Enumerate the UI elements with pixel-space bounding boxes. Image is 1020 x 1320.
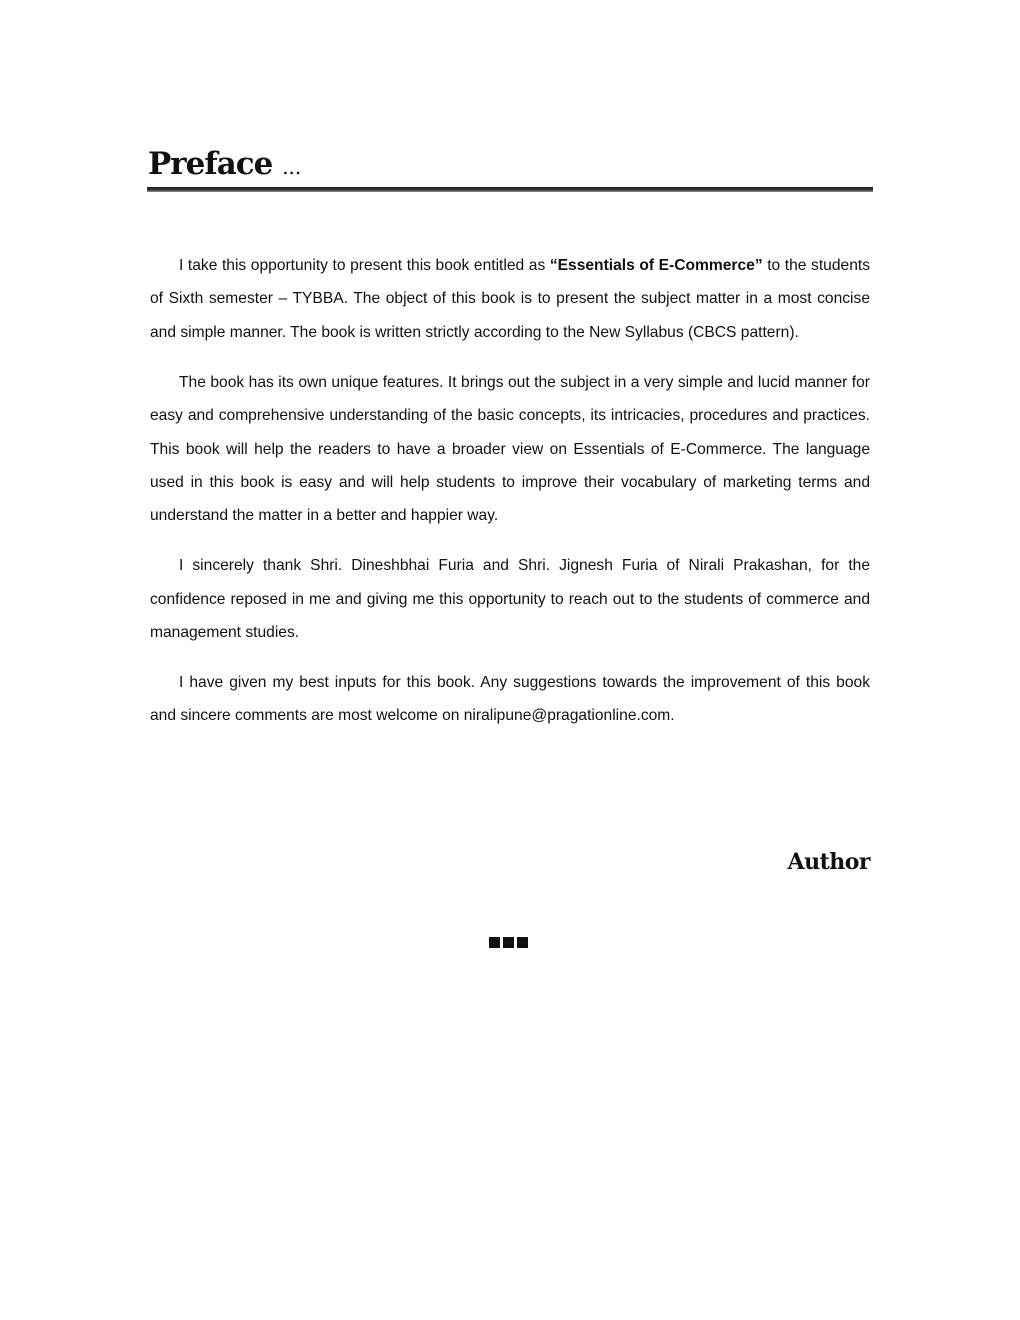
end-mark: [489, 937, 528, 948]
preface-body: [150, 249, 870, 749]
author-signature: Author: [787, 849, 870, 875]
paragraph-3: I sincerely thank Shri. Dineshbhai Furia and Shri. Jignesh Furia of Nirali Prakashan, for the confidence reposed in me and giving me this opportunity to reach out to the students of commerce and management studies.: [150, 557, 870, 642]
title-ellipsis: ...: [282, 155, 302, 179]
square-icon: [517, 937, 528, 948]
square-icon: [489, 937, 500, 948]
book-title: “Essentials of E-Commerce”: [549, 257, 763, 274]
paragraph-text: I take this opportunity to present this book entitled as: [179, 257, 550, 274]
paragraph-4: I have given my best inputs for this book. Any suggestions towards the improvement of this book and sincere comments are most welcome on niralipune@pragationline.com.: [150, 673, 870, 725]
paragraph-2: The book has its own unique features. It brings out the subject in a very simple and lucid manner for easy and comprehensive understanding of the basic concepts, its intricacies, procedures and practices. This book will help the readers to have a broader view on Essentials of E-Commerce. The language used in this book is easy and will help students to improve their vocabulary of marketing terms and understand the matter in a better and happier way.: [150, 373, 870, 525]
title-underline: [147, 187, 873, 192]
square-icon: [503, 937, 514, 948]
paragraph-1: [150, 249, 870, 349]
paragraph-text: to the students of Sixth semester – TYBBA. The object of this book is to present the subject matter in a most concise and simple manner. The book is written strictly according to the New Syllabus (CBCS pattern).: [150, 257, 870, 341]
title-text: Preface: [148, 146, 273, 182]
page-title: [148, 146, 301, 182]
